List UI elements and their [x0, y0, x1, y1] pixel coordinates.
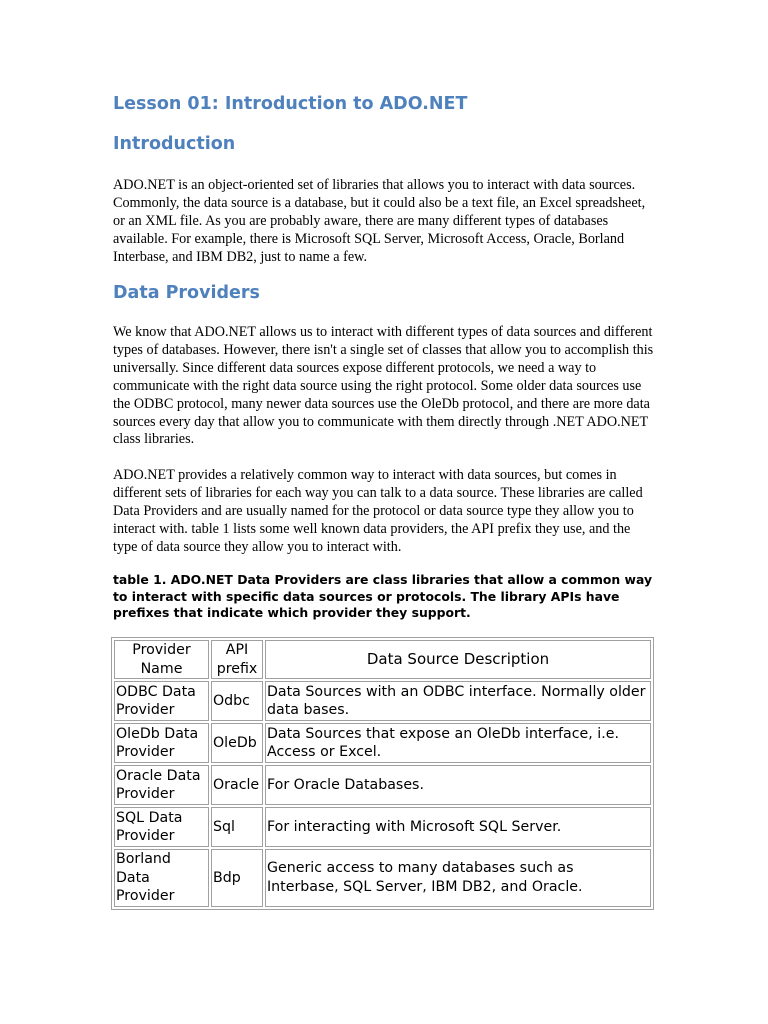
cell-prefix: Bdp	[211, 849, 263, 907]
data-providers-table	[111, 637, 654, 910]
cell-provider: Oracle Data Provider	[114, 765, 209, 805]
cell-description: Data Sources that expose an OleDb interface, i.e. Access or Excel.	[265, 723, 651, 763]
cell-provider: SQL Data Provider	[114, 807, 209, 847]
table-row	[114, 765, 651, 805]
header-api-prefix: API prefix	[211, 640, 263, 679]
heading-data-providers: Data Providers	[113, 283, 260, 303]
page-title: Lesson 01: Introduction to ADO.NET	[113, 94, 468, 114]
table-row	[114, 681, 651, 721]
cell-provider: ODBC Data Provider	[114, 681, 209, 721]
cell-prefix: OleDb	[211, 723, 263, 763]
table-header-row	[114, 640, 651, 679]
cell-description: For interacting with Microsoft SQL Server.	[265, 807, 651, 847]
header-description: Data Source Description	[265, 640, 651, 679]
cell-prefix: Sql	[211, 807, 263, 847]
cell-prefix: Oracle	[211, 765, 263, 805]
table-row	[114, 849, 651, 907]
table-row	[114, 807, 651, 847]
cell-description: For Oracle Databases.	[265, 765, 651, 805]
paragraph-data-providers-1: We know that ADO.NET allows us to interact with different types of data sources and different types of databases. However, there isn't a single set of classes that allow you to accomplish this universally. Since different data sources expose different protocols, we need a way to communicate with the right data source using the right protocol. Some older data sources use the ODBC protocol, many newer data sources use the OleDb protocol, and there are more data sources every day that allow you to communicate with them directly through .NET ADO.NET class libraries.	[113, 324, 654, 448]
cell-description: Generic access to many databases such as Interbase, SQL Server, IBM DB2, and Oracle.	[265, 849, 651, 907]
paragraph-introduction: ADO.NET is an object-oriented set of libraries that allows you to interact with data sources. Commonly, the data source is a database, but it could also be a text file, an Excel spreadsheet, or an XML file. As you are probably aware, there are many different types of databases available. For example, there is Microsoft SQL Server, Microsoft Access, Oracle, Borland Interbase, and IBM DB2, just to name a few.	[113, 177, 646, 265]
table-caption: table 1. ADO.NET Data Providers are class libraries that allow a common way to interact with specific data sources or protocols. The library APIs have prefixes that indicate which provider they support.	[113, 572, 653, 620]
header-provider-name: Provider Name	[114, 640, 209, 679]
cell-provider: Borland Data Provider	[114, 849, 209, 907]
cell-description: Data Sources with an ODBC interface. Normally older data bases.	[265, 681, 651, 721]
table-row	[114, 723, 651, 763]
paragraph-data-providers-2: ADO.NET provides a relatively common way to interact with data sources, but comes in different sets of libraries for each way you can talk to a data source. These libraries are called Data Providers and are usually named for the protocol or data source type they allow you to interact with. table 1 lists some well known data providers, the API prefix they use, and the type of data source they allow you to interact with.	[113, 467, 643, 555]
cell-prefix: Odbc	[211, 681, 263, 721]
cell-provider: OleDb Data Provider	[114, 723, 209, 763]
heading-introduction: Introduction	[113, 134, 236, 154]
